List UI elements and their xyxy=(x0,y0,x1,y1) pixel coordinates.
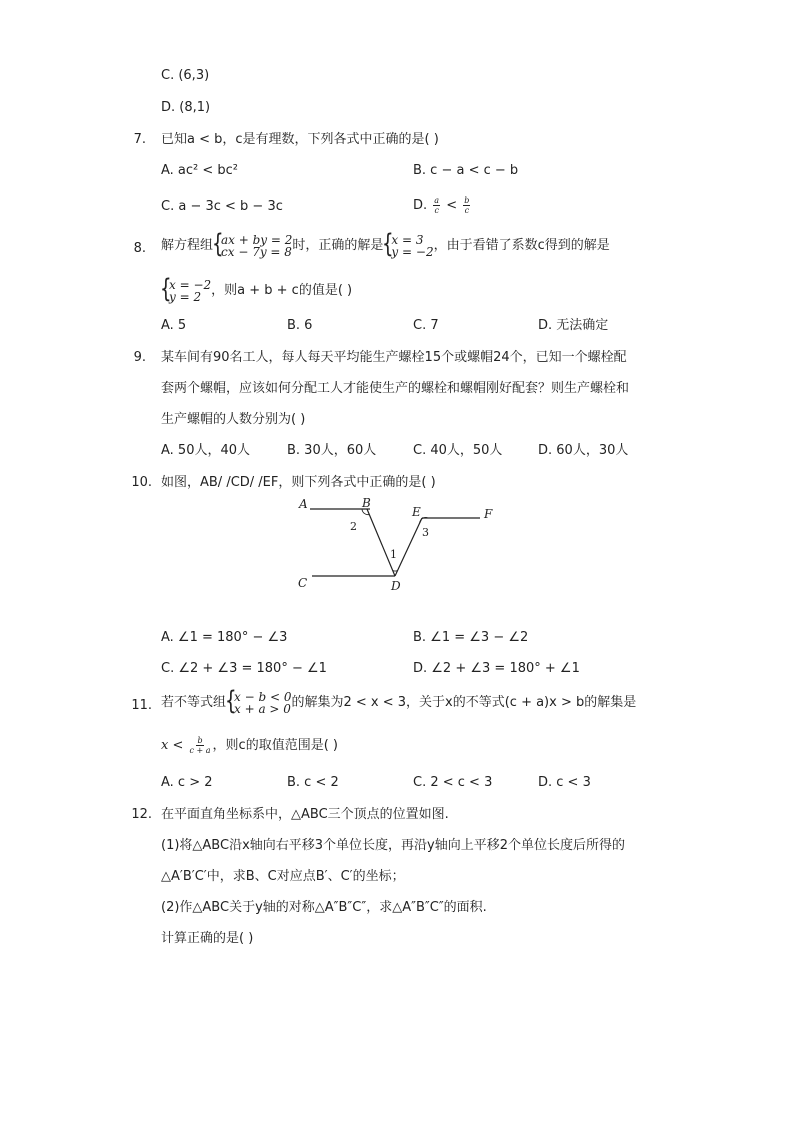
q11-inequality-system xyxy=(226,691,291,715)
q7-option-a: A. ac² < bc² xyxy=(161,163,239,178)
q9-option-b: B. 30人，60人 xyxy=(287,443,377,458)
q7-option-d-lt: < xyxy=(446,198,458,213)
q9-number: 9. xyxy=(133,350,146,365)
q9-option-c: C. 40人，50人 xyxy=(413,443,503,458)
q9-stem-line3: 生产螺帽的人数分别为( ) xyxy=(161,412,306,427)
q7-stem: 已知a < b，c是有理数，下列各式中正确的是( ) xyxy=(161,132,439,147)
q11-ineq2: x + a > 0 xyxy=(234,701,291,716)
q7-number: 7. xyxy=(133,132,146,147)
q6-option-c: C. (6,3) xyxy=(161,68,210,83)
q12-subquestion-1a: (1)将△ABC沿x轴向右平移3个单位长度，再沿y轴向上平移2个单位长度后所得的 xyxy=(161,838,626,853)
q8-wrong-x: { x = −2 xyxy=(169,277,212,292)
q11-line2-pre: x < xyxy=(161,738,184,753)
q6-option-d: D. (8,1) xyxy=(161,100,211,115)
label-f: F xyxy=(484,507,493,521)
q8-option-c: C. 7 xyxy=(413,318,439,333)
q11-option-b: B. c < 2 xyxy=(287,775,339,790)
q11-line2-post: ，则c的取值范围是( ) xyxy=(212,738,338,753)
q7-option-d-frac2 xyxy=(463,196,470,215)
q7-frac2-numerator: b xyxy=(464,196,470,205)
line-de xyxy=(395,518,422,576)
q7-option-c: C. a − 3c < b − 3c xyxy=(161,199,283,214)
q8-stem-pre: 解方程组 xyxy=(161,238,214,253)
q7-option-b: B. c − a < c − b xyxy=(413,163,519,178)
q8-number: 8. xyxy=(133,241,146,256)
q10-stem: 如图，AB/ /CD/ /EF，则下列各式中正确的是( ) xyxy=(161,475,436,490)
q8-sol-x: { x = 3 xyxy=(391,232,424,247)
label-c: C xyxy=(298,576,308,590)
q8-stem-post: ，由于看错了系数c得到的解是 xyxy=(433,238,610,253)
q9-stem-line2: 套两个螺帽，应该如何分配工人才能使生产的螺栓和螺帽刚好配套？则生产螺栓和 xyxy=(161,381,630,396)
q8-system-equations xyxy=(213,234,292,258)
q7-option-d-frac1 xyxy=(433,196,440,215)
q11-fraction-numerator: b xyxy=(197,736,203,745)
q12-final-prompt: 计算正确的是( ) xyxy=(161,931,254,946)
q8-stem-post2: ，则a + b + c的值是( ) xyxy=(211,283,353,298)
q10-option-b: B. ∠1 = ∠3 − ∠2 xyxy=(413,630,529,645)
q8-eq2: cx − 7y = 8 xyxy=(221,244,292,259)
q7-frac1-denominator: c xyxy=(434,206,439,215)
q11-option-c: C. 2 < c < 3 xyxy=(413,775,493,790)
q10-option-a: A. ∠1 = 180° − ∠3 xyxy=(161,630,288,645)
q12-stem: 在平面直角坐标系中，△ABC三个顶点的位置如图. xyxy=(161,807,449,822)
q11-option-a: A. c > 2 xyxy=(161,775,213,790)
q10-option-d: D. ∠2 + ∠3 = 180° + ∠1 xyxy=(413,661,580,676)
q11-ineq1: { x − b < 0 xyxy=(234,689,292,704)
label-a: A xyxy=(299,497,308,511)
q8-stem-line1 xyxy=(161,231,610,261)
label-angle-3: 3 xyxy=(422,526,429,539)
q10-option-c: C. ∠2 + ∠3 = 180° − ∠1 xyxy=(161,661,327,676)
q8-correct-solution xyxy=(383,234,433,258)
q8-stem-line2 xyxy=(161,276,352,306)
q8-sol-y: y = −2 xyxy=(391,244,434,259)
q8-eq1: { ax + by = 2 xyxy=(221,232,293,247)
q11-fraction-denominator: c + a xyxy=(189,746,211,755)
q11-stem-line2 xyxy=(161,735,338,757)
q10-parallel-lines-figure xyxy=(290,495,510,595)
q12-number: 12. xyxy=(131,807,152,822)
q11-stem-pre: 若不等式组 xyxy=(161,695,227,710)
label-angle-1: 1 xyxy=(390,548,397,561)
label-e: E xyxy=(412,505,421,519)
q11-fraction xyxy=(190,736,211,755)
q7-option-d xyxy=(413,196,472,215)
q7-option-d-prefix: D. xyxy=(413,198,428,213)
q8-option-b: B. 6 xyxy=(287,318,313,333)
q12-subquestion-2: (2)作△ABC关于y轴的对称△A″B″C″，求△A″B″C″的面积. xyxy=(161,900,487,915)
q11-option-d: D. c < 3 xyxy=(538,775,591,790)
q12-subquestion-1b: △A′B′C′中，求B、C对应点B′、C′的坐标； xyxy=(161,869,405,884)
q9-option-a: A. 50人，40人 xyxy=(161,443,251,458)
q11-number: 11. xyxy=(131,698,152,713)
q8-option-a: A. 5 xyxy=(161,318,187,333)
label-d: D xyxy=(391,579,401,593)
q8-stem-mid: 时，正确的解是 xyxy=(292,238,384,253)
q9-option-d: D. 60人，30人 xyxy=(538,443,629,458)
q11-stem-post: 的解集为2 < x < 3，关于x的不等式(c + a)x > b的解集是 xyxy=(291,695,637,710)
q8-wrong-solution xyxy=(161,279,211,303)
q9-stem-line1: 某车间有90名工人，每人每天平均能生产螺栓15个或螺帽24个，已知一个螺栓配 xyxy=(161,350,627,365)
q7-frac1-numerator: a xyxy=(434,196,440,205)
q8-wrong-y: y = 2 xyxy=(169,289,202,304)
angle-1-arc xyxy=(393,571,398,572)
q11-stem-line1 xyxy=(161,688,636,718)
label-b: B xyxy=(362,496,371,510)
q8-option-d: D. 无法确定 xyxy=(538,318,609,333)
label-angle-2: 2 xyxy=(350,520,357,533)
q10-number: 10. xyxy=(131,475,152,490)
q7-frac2-denominator: c xyxy=(464,206,470,215)
line-bd xyxy=(367,509,395,576)
